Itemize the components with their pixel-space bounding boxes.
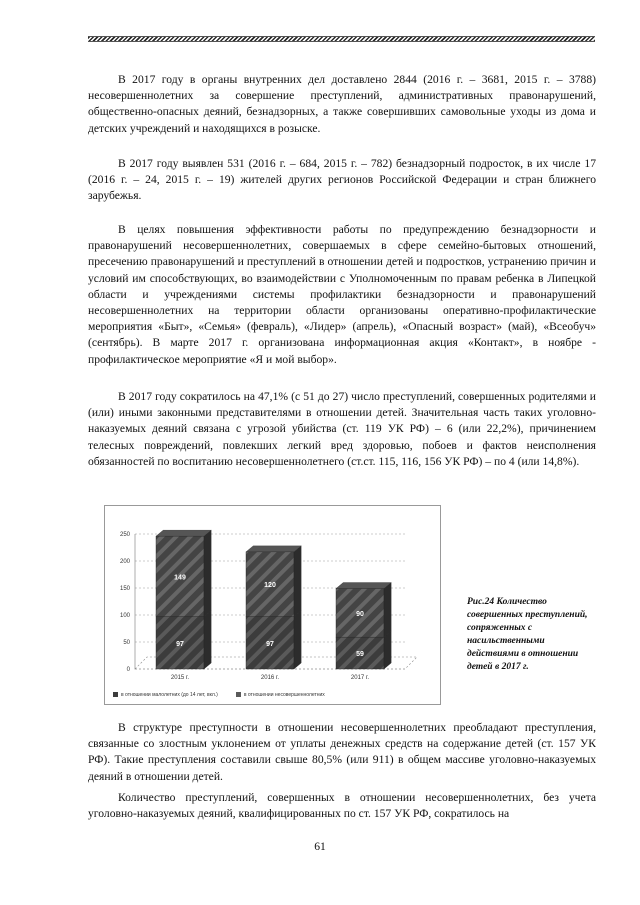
- paragraph-3: В целях повышения эффективности работы по предупреждению безнадзорности и правонарушений несовершеннолетних, совершаемых в сфере семейно-бытовых отношений, пресечению правонарушений и преступлений в отношении детей и подростков, устранению причин и условий им способствующих, во взаимодействии с Уполномоченным по правам ребенка в Липецкой области и учреждениями системы профилактики безнадзорности и правонарушений несовершеннолетних на территории области организованы оперативно-профилактические мероприятия «Быт», «Семья» (февраль), «Лидер» (апрель), «Опасный возраст» (май), «Всеобуч» (сентябрь). В марте 2017 г. организована информационная акция «Контакт», в ноябре - профилактическое мероприятие «Я и мой выбор».: [88, 223, 596, 366]
- bar-side-2015 г.-series-2: [204, 530, 211, 616]
- x-tick-label-2015 г.: 2015 г.: [170, 675, 190, 681]
- bar-side-2016 г.-series-1: [294, 611, 301, 669]
- chart-legend: [113, 692, 438, 698]
- y-tick-label-250: 250: [119, 532, 130, 538]
- paragraph-2: В 2017 году выявлен 531 (2016 г. – 684, 2015 г. – 782) безнадзорный подросток, в их числе 17 (2016 г. – 24, 2015 г. – 19) жителей других регионов Российской Федерации и стран ближнего зарубежья.: [88, 157, 596, 203]
- data-label-2015 г.-series-1: 97: [176, 640, 184, 648]
- page-header-band: [88, 36, 595, 42]
- paragraph-4: В 2017 году сократилось на 47,1% (с 51 до 27) число преступлений, совершенных родителями и (или) иными законными представителями в отношении детей. Значительная часть таких уголовно-наказуемых деяний связана с угрозой убийства (ст. 119 УК РФ) – 6 (или 22,2%), причинением телесных повреждений, повлекших легкий вред здоровью, побоев и фактов неисполнения обязанностей по воспитанию несовершеннолетнего (ст.ст. 115, 116, 156 УК РФ) – по 4 (или 14,8%).: [88, 390, 596, 468]
- chart-canvas: [105, 506, 442, 691]
- bar-side-2017 г.-series-2: [384, 583, 391, 638]
- data-label-2015 г.-series-2: 149: [174, 574, 186, 582]
- bar-top-2015 г.: [156, 530, 211, 536]
- bar-top-2017 г.: [336, 583, 391, 589]
- y-tick-label-150: 150: [119, 586, 130, 592]
- paragraph-6: Количество преступлений, совершенных в отношении несовершеннолетних, без учета уголовно-наказуемых деяний, квалифицированных по ст. 157 УК РФ, сократилось на: [88, 791, 596, 821]
- page-number: 61: [314, 840, 326, 853]
- data-label-2016 г.-series-2: 120: [264, 582, 276, 590]
- legend-item-1: в отношении малолетних (до 14 лет, вкл.): [113, 692, 218, 698]
- paragraph-1: В 2017 году в органы внутренних дел доставлено 2844 (2016 г. – 3681, 2015 г. – 3788) несовершеннолетних за совершение преступлений, административных правонарушений, общественно-опасных деяний, безнадзорных, а также совершивших самовольные уходы из дома и детских учреждений и находящихся в розыске.: [88, 73, 596, 135]
- bar-top-2016 г.: [246, 546, 301, 552]
- crimes-chart: [104, 505, 441, 705]
- paragraph-5: В структуре преступности в отношении несовершеннолетних преобладают преступления, связанные со злостным уклонением от уплаты денежных средств на содержание детей (ст. 157 УК РФ). Такие преступления составили свыше 80,5% (или 911) в общем массиве уголовно-наказуемых деяний в отношении детей.: [88, 721, 596, 783]
- y-tick-label-100: 100: [119, 613, 130, 619]
- x-tick-label-2016 г.: 2016 г.: [260, 675, 280, 681]
- figure-caption: Рис.24 Количество совершенных преступлений, сопряженных с насильственными действиями в отношении детей в 2017 г.: [467, 597, 588, 672]
- data-label-2017 г.-series-1: 59: [356, 651, 364, 659]
- y-tick-label-50: 50: [123, 640, 130, 646]
- data-label-2017 г.-series-2: 90: [356, 610, 364, 618]
- bar-side-2015 г.-series-1: [204, 611, 211, 669]
- y-tick-label-0: 0: [126, 667, 130, 673]
- legend-item-2: в отношении несовершеннолетних: [236, 692, 325, 698]
- x-tick-label-2017 г.: 2017 г.: [350, 675, 370, 681]
- bar-side-2016 г.-series-2: [294, 546, 301, 617]
- bar-side-2017 г.-series-1: [384, 631, 391, 669]
- y-tick-label-200: 200: [119, 559, 130, 565]
- data-label-2016 г.-series-1: 97: [266, 640, 274, 648]
